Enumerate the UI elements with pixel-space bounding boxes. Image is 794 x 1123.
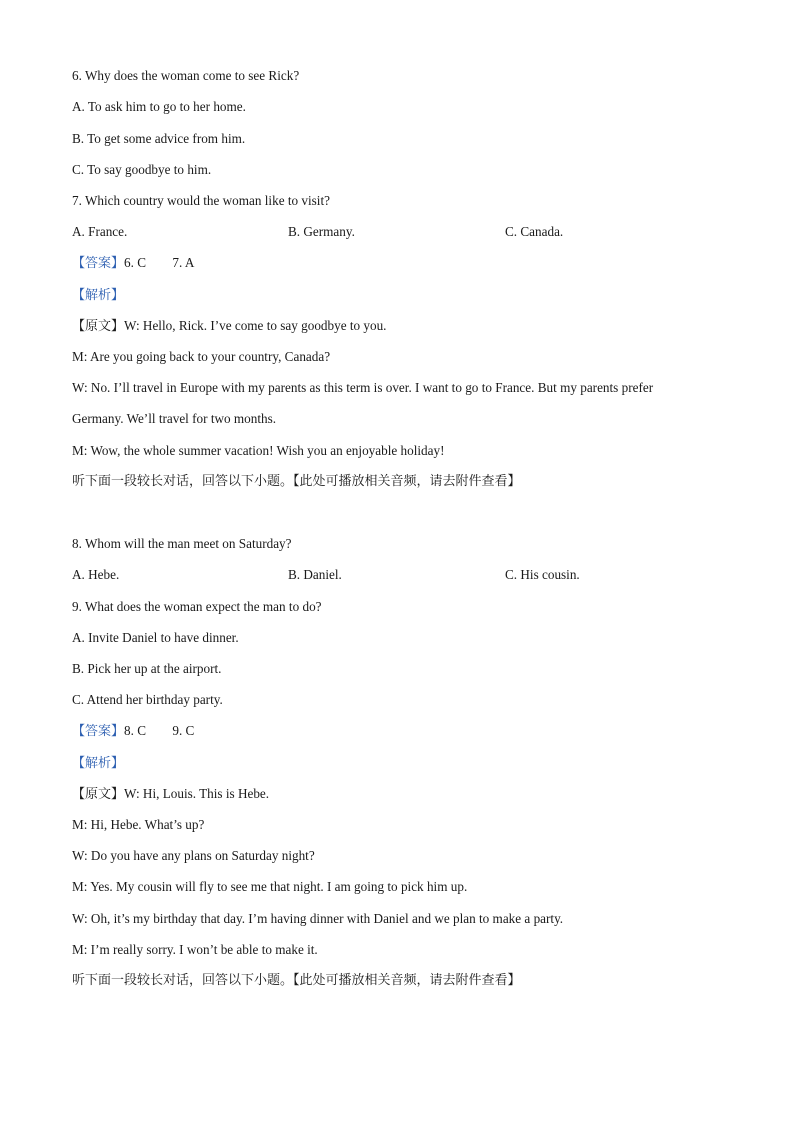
question-8-option-a: A. Hebe. — [72, 567, 120, 582]
transcript-line: M: Wow, the whole summer vacation! Wish you an enjoyable holiday! — [72, 443, 445, 458]
analysis-line — [72, 755, 124, 772]
question-7: 7. Which country would the woman like to visit? — [72, 193, 330, 208]
answer-tag: 【答案】 — [72, 724, 125, 739]
question-9-option-a: A. Invite Daniel to have dinner. — [72, 630, 239, 645]
transcript-line: M: I’m really sorry. I won’t be able to make it. — [72, 942, 318, 957]
transcript-line: W: Oh, it’s my birthday that day. I’m having dinner with Daniel and we plan to make a party. — [72, 911, 564, 926]
question-8-option-c: C. His cousin. — [505, 567, 580, 582]
question-7-option-b: B. Germany. — [288, 224, 355, 239]
question-6-option-a: A. To ask him to go to her home. — [72, 99, 246, 114]
answer-tag: 【答案】 — [72, 256, 125, 271]
answer-text: 6. C 7. A — [124, 255, 195, 270]
transcript-text: W: Hello, Rick. I’ve come to say goodbye to you. — [124, 318, 387, 333]
question-9: 9. What does the woman expect the man to do? — [72, 599, 322, 614]
answer-line — [72, 255, 194, 272]
transcript-line: W: Do you have any plans on Saturday night? — [72, 848, 315, 863]
question-6-option-c: C. To say goodbye to him. — [72, 162, 212, 177]
transcript-line: M: Hi, Hebe. What’s up? — [72, 817, 205, 832]
source-tag: 【原文】 — [72, 787, 125, 802]
question-6-option-b: B. To get some advice from him. — [72, 131, 246, 146]
listening-instruction: 听下面一段较长对话，回答以下小题。【此处可播放相关音频，请去附件查看】 — [72, 973, 521, 988]
transcript-line: M: Yes. My cousin will fly to see me that night. I am going to pick him up. — [72, 879, 468, 894]
question-9-option-b: B. Pick her up at the airport. — [72, 661, 222, 676]
question-6: 6. Why does the woman come to see Rick? — [72, 68, 300, 83]
transcript-line: M: Are you going back to your country, Canada? — [72, 349, 331, 364]
question-9-option-c: C. Attend her birthday party. — [72, 692, 223, 707]
source-tag: 【原文】 — [72, 319, 125, 334]
analysis-line — [72, 287, 124, 304]
question-7-option-a: A. France. — [72, 224, 128, 239]
question-7-option-c: C. Canada. — [505, 224, 564, 239]
answer-line — [72, 723, 194, 740]
analysis-tag: 【解析】 — [72, 288, 125, 303]
listening-instruction: 听下面一段较长对话，回答以下小题。【此处可播放相关音频，请去附件查看】 — [72, 474, 521, 489]
transcript-line — [72, 786, 269, 803]
transcript-text: W: Hi, Louis. This is Hebe. — [124, 786, 270, 801]
transcript-line: W: No. I’ll travel in Europe with my parents as this term is over. I want to go to France. But my parents prefer — [72, 380, 654, 395]
question-8: 8. Whom will the man meet on Saturday? — [72, 536, 292, 551]
analysis-tag: 【解析】 — [72, 756, 125, 771]
transcript-line: Germany. We’ll travel for two months. — [72, 411, 277, 426]
answer-text: 8. C 9. C — [124, 723, 195, 738]
question-8-option-b: B. Daniel. — [288, 567, 342, 582]
transcript-line — [72, 318, 386, 335]
